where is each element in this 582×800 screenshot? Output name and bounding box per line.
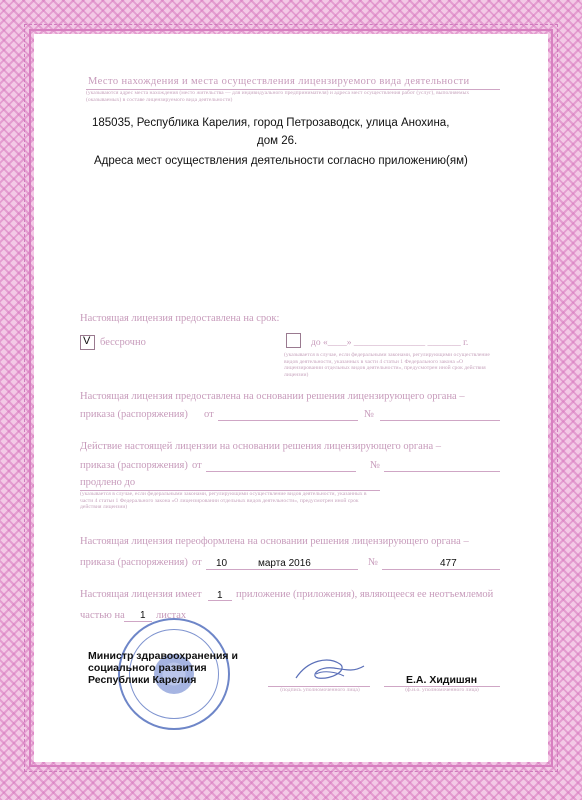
reissue-from-label: от <box>192 557 202 568</box>
appendix-label-end: приложение (приложения), являющееся ее неотъемлемой <box>236 589 494 600</box>
reissue-date-line <box>206 569 358 570</box>
basis-order-label: приказа (распоряжения) <box>80 409 188 420</box>
until-label: до «____» _______________ _______ г. <box>311 338 469 348</box>
appendix-sheets: 1 <box>140 610 146 621</box>
reissue-number-line <box>382 569 500 570</box>
basis-date-line <box>218 420 358 421</box>
appendix-sheets-line <box>124 621 152 622</box>
appendix-label-start: Настоящая лицензия имеет <box>80 589 202 600</box>
official-title-line-2: социального развития <box>88 662 207 674</box>
reissue-month-year: марта 2016 <box>258 558 311 569</box>
basis-from-label: от <box>204 409 214 420</box>
address-line-2: дом 26. <box>257 135 298 147</box>
appendix-count: 1 <box>217 590 223 601</box>
reissue-label: Настоящая лицензия переоформлена на основании решения лицензирующего органа – <box>80 536 469 547</box>
reissue-day: 10 <box>216 558 228 569</box>
signature-caption: (подпись уполномоченного лица) <box>280 687 360 693</box>
extension-label: Действие настоящей лицензии на основании решения лицензирующего органа – <box>80 441 441 452</box>
extension-date-line <box>206 471 356 472</box>
basis-label: Настоящая лицензия предоставлена на основании решения лицензирующего органа – <box>80 391 465 402</box>
extension-number-line <box>384 471 500 472</box>
official-title-line-3: Республики Карелия <box>88 674 197 686</box>
handwritten-signature <box>288 650 368 690</box>
extended-label: продлено до <box>80 477 136 488</box>
term-label: Настоящая лицензия предоставлена на срок: <box>80 313 280 324</box>
until-note: (указывается в случае, если федеральными законами, регулирующими осуществление видов деятельности, указанных в части 4 статьи 1 Федерального закона «О лицензировании отдельных видов деятельности», предусмотрен иной срок действия лицензии) <box>284 352 490 378</box>
extension-number-label: № <box>370 460 381 471</box>
unlimited-label: бессрочно <box>100 337 146 348</box>
extended-note: (указывается в случае, если федеральными законами, регулирующими осуществление видов деятельности, указанных в части 4 статьи 1 Федерального закона «О лицензировании отдельных видов деятельности», предусмотрен иной срок действия лицензии) <box>80 491 367 511</box>
appendix-part-label: частью на <box>80 610 125 621</box>
basis-number-label: № <box>364 409 375 420</box>
address-line-1: 185035, Республика Карелия, город Петрозаводск, улица Анохина, <box>92 117 450 129</box>
extension-from-label: от <box>192 460 202 471</box>
address-line-3: Адреса мест осуществления деятельности согласно приложению(ям) <box>94 155 468 167</box>
location-title: Место нахождения и места осуществления лицензируемого вида деятельности <box>88 76 470 87</box>
basis-number-line <box>380 420 500 421</box>
until-checkbox <box>286 333 301 348</box>
location-note: (указываются адрес места нахождения (место жительства — для индивидуального предпринимателя) и адреса мест осуществления работ (услуг), выполняемых (оказываемых) в составе лицензируемого вида деятельности) <box>86 90 470 103</box>
reissue-number: 477 <box>440 558 457 569</box>
appendix-sheets-label: листах <box>156 610 187 621</box>
unlimited-checkbox <box>80 335 95 350</box>
extension-order-label: приказа (распоряжения) <box>80 460 188 471</box>
name-caption: (ф.и.о. уполномоченного лица) <box>405 687 479 693</box>
check-mark: V <box>83 335 91 347</box>
official-name: Е.А. Хидишян <box>406 674 478 686</box>
official-title-line-1: Министр здравоохранения и <box>88 650 238 662</box>
reissue-order-label: приказа (распоряжения) <box>80 557 188 568</box>
reissue-number-label: № <box>368 557 379 568</box>
